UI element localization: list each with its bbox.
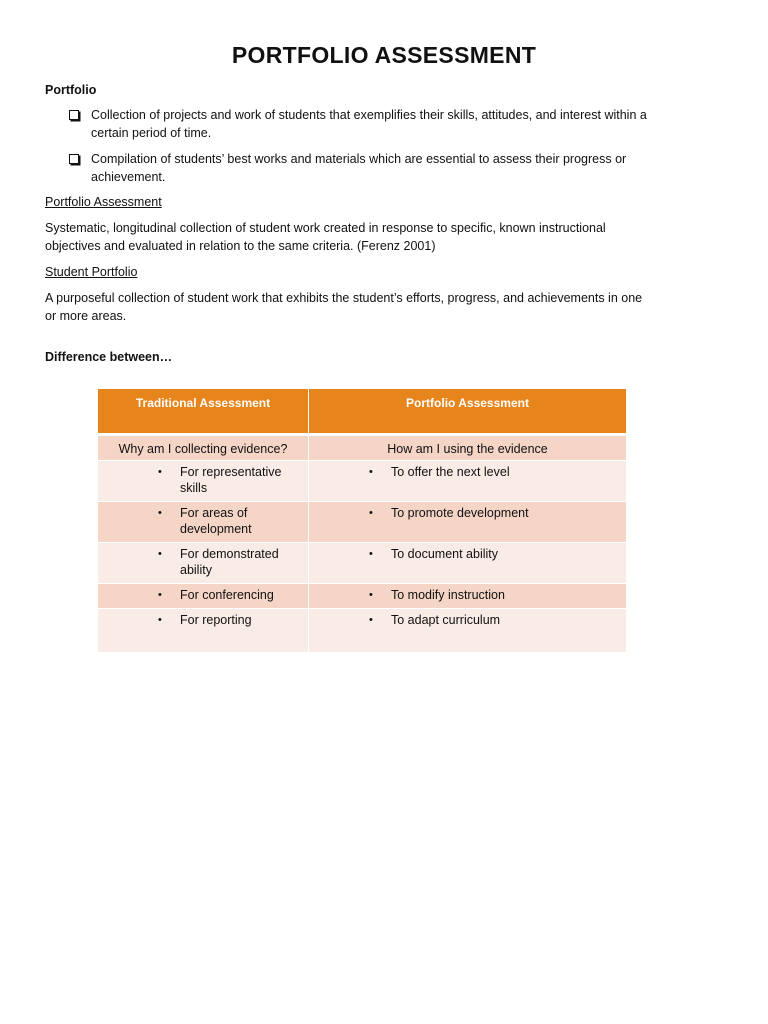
bullet-icon: • — [369, 548, 373, 560]
bullet-icon: • — [369, 507, 373, 519]
portfolio-item-2-line-1: Compilation of students’ best works and materials which are essential to assess their progress or — [91, 152, 627, 166]
table-cell-right — [309, 584, 626, 608]
table-cell-text: development — [180, 522, 252, 536]
table-cell-text: For demonstrated — [180, 547, 279, 561]
table-cell-right — [309, 609, 626, 652]
table-cell-left — [98, 584, 308, 608]
table-row — [98, 502, 626, 542]
table-cell-question-left: Why am I collecting evidence? — [98, 436, 308, 460]
table-cell-text: For areas of — [180, 506, 248, 520]
table-cell-left — [98, 609, 308, 652]
table-header-portfolio: Portfolio Assessment — [309, 389, 626, 433]
page-title: PORTFOLIO ASSESSMENT — [231, 42, 537, 68]
table-cell-text: To adapt curriculum — [391, 613, 501, 627]
portfolio-item-2-line-2: achievement. — [91, 170, 166, 184]
bullet-icon: • — [158, 589, 162, 601]
portfolio-item-1-line-1: Collection of projects and work of students that exemplifies their skills, attitudes, and interest within a — [91, 108, 647, 122]
table-row — [98, 609, 626, 652]
table-cell-left — [98, 543, 308, 583]
bullet-icon: • — [158, 466, 162, 478]
difference-heading: Difference between… — [45, 350, 173, 364]
table-row — [98, 584, 626, 608]
table-cell-text: For representative — [180, 465, 282, 479]
portfolio-assessment-text-line-2: objectives and evaluated in relation to the same criteria. (Ferenz 2001) — [45, 239, 436, 253]
bullet-icon: • — [369, 466, 373, 478]
portfolio-assessment-heading: Portfolio Assessment — [45, 195, 162, 209]
student-portfolio-text-line-2: or more areas. — [45, 309, 127, 323]
table-cell-text: ability — [180, 563, 212, 577]
table-cell-right — [309, 461, 626, 501]
portfolio-heading: Portfolio — [45, 83, 97, 97]
table-cell-left — [98, 502, 308, 542]
student-portfolio-heading: Student Portfolio — [45, 265, 138, 279]
table-header-traditional: Traditional Assessment — [98, 389, 308, 433]
student-portfolio-text-line-1: A purposeful collection of student work that exhibits the student’s efforts, progress, and achievements in one — [45, 291, 643, 305]
table-cell-text: To promote development — [391, 506, 529, 520]
bullet-icon: • — [158, 548, 162, 560]
table-cell-text: For reporting — [180, 613, 252, 627]
portfolio-assessment-text-line-1: Systematic, longitudinal collection of student work created in response to specific, known instructional — [45, 221, 606, 235]
table-cell-left — [98, 461, 308, 501]
table-row — [98, 436, 626, 460]
portfolio-item-1-line-2: certain period of time. — [91, 126, 212, 140]
bullet-icon: • — [369, 614, 373, 626]
table-cell-question-right: How am I using the evidence — [309, 436, 626, 460]
table-cell-right — [309, 543, 626, 583]
table-row — [98, 461, 626, 501]
table-row — [98, 543, 626, 583]
table-cell-text: To offer the next level — [391, 465, 510, 479]
checkbox-bullet-icon — [69, 154, 79, 164]
table-cell-text: For conferencing — [180, 588, 274, 602]
bullet-icon: • — [158, 614, 162, 626]
bullet-icon: • — [369, 589, 373, 601]
table-cell-text: To modify instruction — [391, 588, 505, 602]
table-cell-text: skills — [180, 481, 208, 495]
table-cell-text: To document ability — [391, 547, 499, 561]
checkbox-bullet-icon — [69, 110, 79, 120]
table-cell-right — [309, 502, 626, 542]
bullet-icon: • — [158, 507, 162, 519]
